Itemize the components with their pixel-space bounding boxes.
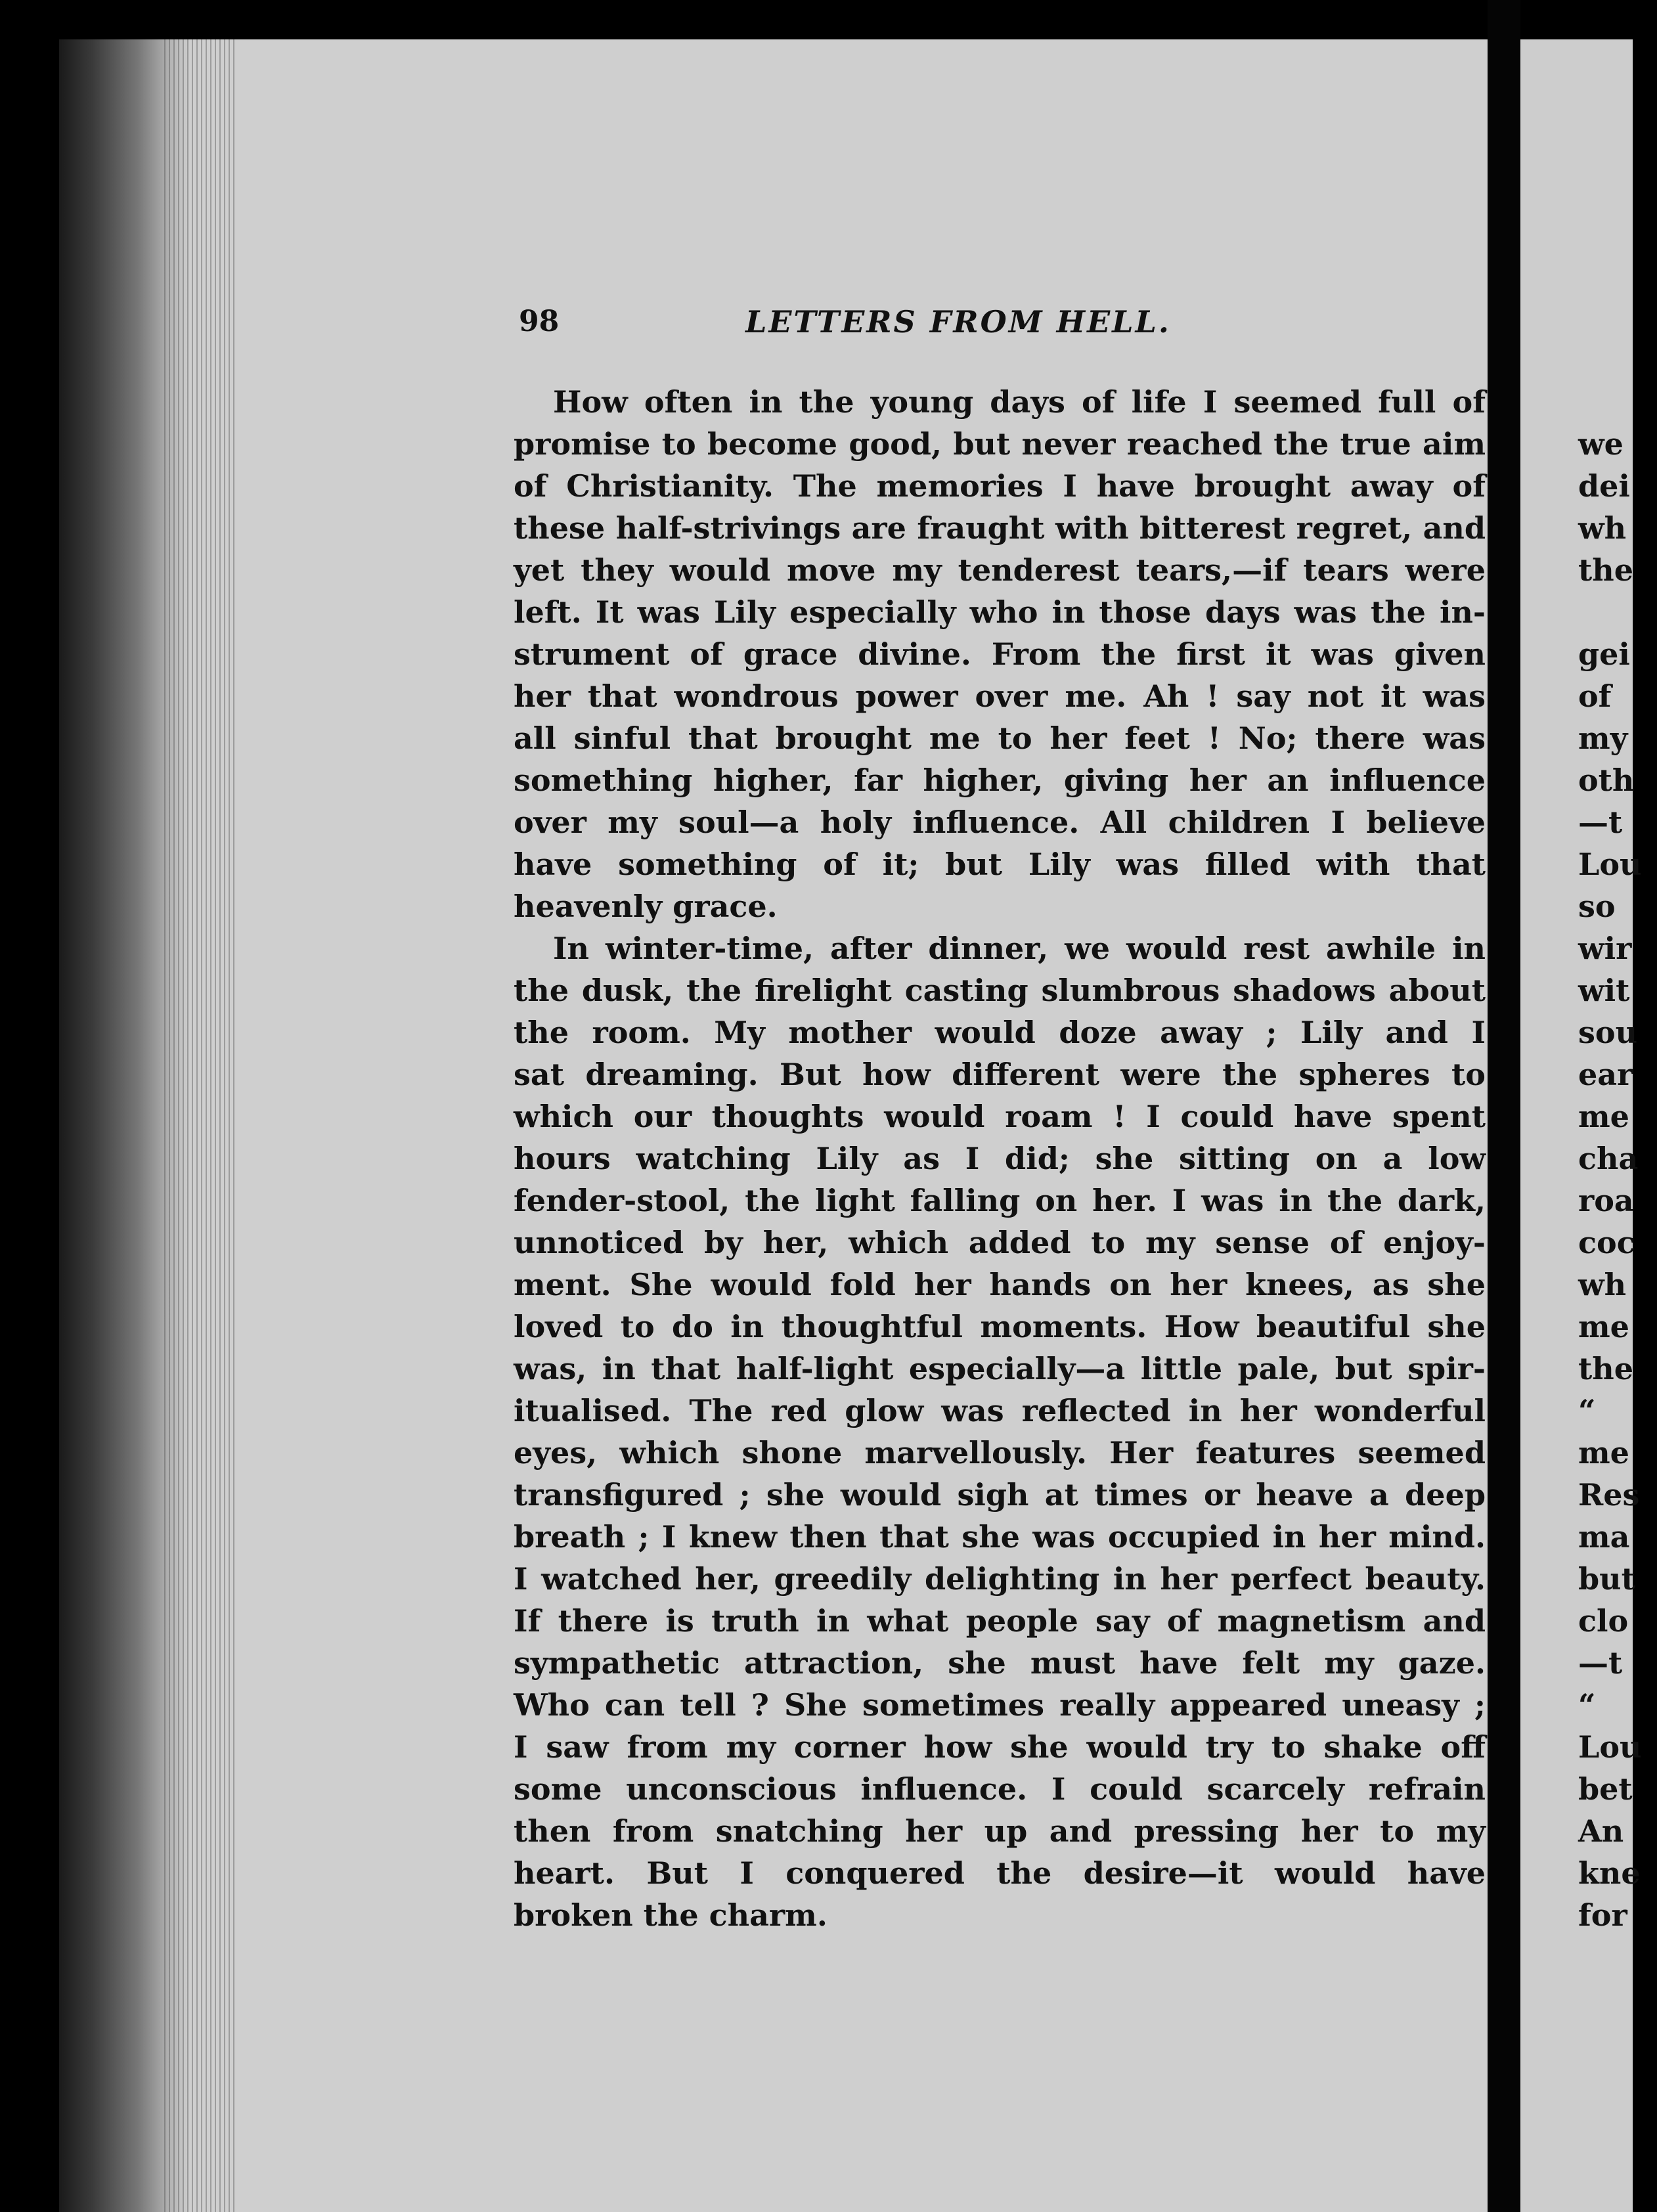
facing-line: Lou xyxy=(1578,847,1642,882)
text-line: sat dreaming. But how different were the spheres to xyxy=(514,1057,1486,1092)
facing-line: we xyxy=(1578,426,1624,462)
facing-line: wh xyxy=(1578,1267,1627,1302)
text-line: was, in that half-light especially—a little pale, but spir- xyxy=(514,1351,1486,1386)
text-line: fender-stool, the light falling on her. I was in the dark, xyxy=(514,1183,1486,1218)
text-line: over my soul—a holy influence. All children I believe xyxy=(514,805,1486,840)
text-line: left. It was Lily especially who in those days was the in- xyxy=(514,594,1486,630)
facing-line: clo xyxy=(1578,1603,1629,1639)
body-text xyxy=(514,381,1486,1936)
paragraph-2 xyxy=(514,927,1486,1936)
facing-line: cha xyxy=(1578,1141,1639,1176)
facing-line: An xyxy=(1578,1813,1624,1849)
facing-page-text xyxy=(1578,381,1657,1936)
text-line: some unconscious influence. I could scarcely refrain xyxy=(514,1771,1486,1807)
text-line: eyes, which shone marvellously. Her features seemed xyxy=(514,1435,1486,1471)
text-line: all sinful that brought me to her feet ! No; there was xyxy=(514,720,1486,756)
text-line: the room. My mother would doze away ; Lily and I xyxy=(514,1015,1486,1050)
facing-line: Lou xyxy=(1578,1729,1642,1765)
facing-line: coc xyxy=(1578,1225,1635,1260)
text-line: I saw from my corner how she would try to shake off xyxy=(514,1729,1486,1765)
facing-line: ear xyxy=(1578,1057,1633,1092)
text-line: heart. But I conquered the desire—it would have xyxy=(514,1855,1486,1891)
facing-line: the xyxy=(1578,1351,1633,1386)
text-line: ment. She would fold her hands on her knees, as she xyxy=(514,1267,1486,1302)
text-line: transfigured ; she would sigh at times or heave a deep xyxy=(514,1477,1486,1513)
text-line: yet they would move my tenderest tears,—if tears were xyxy=(514,552,1486,588)
facing-line: bet xyxy=(1578,1771,1633,1807)
facing-line: roa xyxy=(1578,1183,1634,1218)
facing-line: me xyxy=(1578,1099,1629,1134)
facing-line: dei xyxy=(1578,468,1630,504)
text-line: hours watching Lily as I did; she sitting on a low xyxy=(514,1141,1486,1176)
facing-line: so xyxy=(1578,889,1616,924)
text-line: heavenly grace. xyxy=(514,889,778,924)
text-line: broken the charm. xyxy=(514,1897,828,1933)
page-divider xyxy=(1488,0,1520,2212)
page-edge-lines xyxy=(164,39,236,2212)
text-line: these half-strivings are fraught with bitterest regret, and xyxy=(514,510,1486,546)
facing-page-edge xyxy=(1520,39,1642,2212)
facing-line: for xyxy=(1578,1897,1627,1933)
facing-line xyxy=(1578,591,1657,633)
text-line: sympathetic attraction, she must have felt my gaze. xyxy=(514,1645,1486,1681)
facing-line: kne xyxy=(1578,1855,1641,1891)
page-header xyxy=(519,302,1307,342)
facing-line: oth xyxy=(1578,763,1635,798)
facing-line: wit xyxy=(1578,973,1630,1008)
facing-line: —t xyxy=(1578,805,1623,840)
text-line: something higher, far higher, giving her an influence xyxy=(514,763,1486,798)
facing-line: me xyxy=(1578,1435,1629,1471)
text-line: which our thoughts would roam ! I could have spent xyxy=(514,1099,1486,1134)
facing-line: ma xyxy=(1578,1519,1630,1555)
text-line: breath ; I knew then that she was occupied in her mind. xyxy=(514,1519,1486,1555)
facing-line: of xyxy=(1578,678,1612,714)
facing-line: wh xyxy=(1578,510,1627,546)
text-line: the dusk, the firelight casting slumbrous shadows about xyxy=(514,973,1486,1008)
text-line: I watched her, greedily delighting in her perfect beauty. xyxy=(514,1561,1486,1597)
running-title: LETTERS FROM HELL. xyxy=(745,304,1171,340)
text-line: In winter-time, after dinner, we would rest awhile in xyxy=(553,931,1486,966)
text-line: itualised. The red glow was reflected in her wonderful xyxy=(514,1393,1486,1428)
paragraph-1 xyxy=(514,381,1486,927)
facing-line: —t xyxy=(1578,1645,1623,1681)
facing-line: but xyxy=(1578,1561,1635,1597)
facing-line: me xyxy=(1578,1309,1629,1344)
facing-line: gei xyxy=(1578,636,1630,672)
text-line: If there is truth in what people say of magnetism and xyxy=(514,1603,1486,1639)
facing-line: “ xyxy=(1578,1687,1596,1723)
text-line: Who can tell ? She sometimes really appeared uneasy ; xyxy=(514,1687,1486,1723)
text-line: loved to do in thoughtful moments. How beautiful she xyxy=(514,1309,1486,1344)
facing-line: my xyxy=(1578,720,1628,756)
text-line: How often in the young days of life I seemed full of xyxy=(553,384,1486,420)
text-line: promise to become good, but never reached the true aim xyxy=(514,426,1486,462)
text-line: then from snatching her up and pressing her to my xyxy=(514,1813,1486,1849)
text-line: strument of grace divine. From the first it was given xyxy=(514,636,1486,672)
text-line: unnoticed by her, which added to my sense of enjoy- xyxy=(514,1225,1486,1260)
facing-line: Res xyxy=(1578,1477,1640,1513)
facing-line: the xyxy=(1578,552,1633,588)
text-line: of Christianity. The memories I have brought away of xyxy=(514,468,1486,504)
facing-line: sou xyxy=(1578,1015,1638,1050)
facing-line xyxy=(1578,381,1657,423)
page-number: 98 xyxy=(519,305,560,338)
text-line: her that wondrous power over me. Ah ! say not it was xyxy=(514,678,1486,714)
text-line: have something of it; but Lily was filled with that xyxy=(514,847,1486,882)
facing-line: wir xyxy=(1578,931,1632,966)
left-page xyxy=(59,39,1488,2212)
facing-line: “ xyxy=(1578,1393,1596,1428)
